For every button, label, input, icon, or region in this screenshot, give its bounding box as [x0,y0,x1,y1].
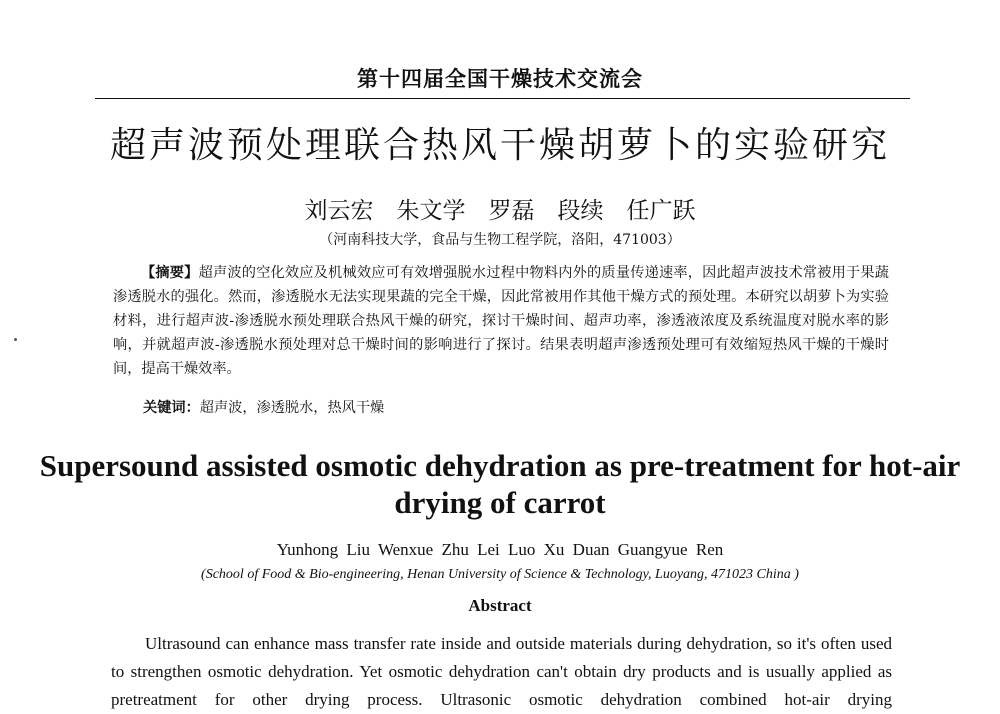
conference-header: 第十四届全国干燥技术交流会 [357,66,643,91]
chinese-abstract-text: 超声波的空化效应及机械效应可有效增强脱水过程中物料内外的质量传递速率，因此超声波技术常被用于果蔬渗透脱水的强化。然而，渗透脱水无法实现果蔬的完全干燥，因此常被用作其他干燥方式的预处理。本研究以胡萝卜为实验材料，进行超声波-渗透脱水预处理联合热风干燥的研究，探讨干燥时间、超声功率，渗透液浓度及系统温度对脱水率的影响，并就超声波-渗透脱水预处理对总干燥时间的影响进行了探讨。结果表明超声渗透预处理可有效缩短热风干燥的干燥时间，提高干燥效率。 [113,265,889,377]
chinese-keywords [143,397,384,417]
chinese-affiliation: （河南科技大学，食品与生物工程学院，洛阳，471003） [319,232,681,248]
chinese-title: 超声波预处理联合热风干燥胡萝卜的实验研究 [109,125,890,166]
english-authors: Yunhong Liu Wenxue Zhu Lei Luo Xu Duan Guangyue Ren [276,540,724,559]
chinese-authors: 刘云宏 朱文学 罗磊 段续 任广跃 [304,198,696,224]
abstract-label: 【摘要】 [141,265,199,281]
english-title: Supersound assisted osmotic dehydration as pre-treatment for hot-air drying of carrot [39,448,961,520]
chinese-abstract [113,261,889,381]
english-abstract-heading: Abstract [468,596,532,615]
margin-dot [14,338,17,341]
header-rule [95,98,910,99]
keywords-text: 超声波，渗透脱水，热风干燥 [199,400,385,416]
english-abstract [111,630,892,714]
english-abstract-text: Ultrasound can enhance mass transfer rate inside and outside materials during dehydration, so it's often used to strengthen osmotic dehydration. Yet osmotic dehydration can't obtain dry products and is usually applied as pretreatment for other drying process. Ultrasonic osmotic dehydration combined hot-air drying [111,634,892,709]
keywords-label: 关键词： [143,400,200,416]
english-affiliation: (School of Food & Bio-engineering, Henan University of Science & Technology, Luoyang, 471023 China ) [201,567,799,582]
